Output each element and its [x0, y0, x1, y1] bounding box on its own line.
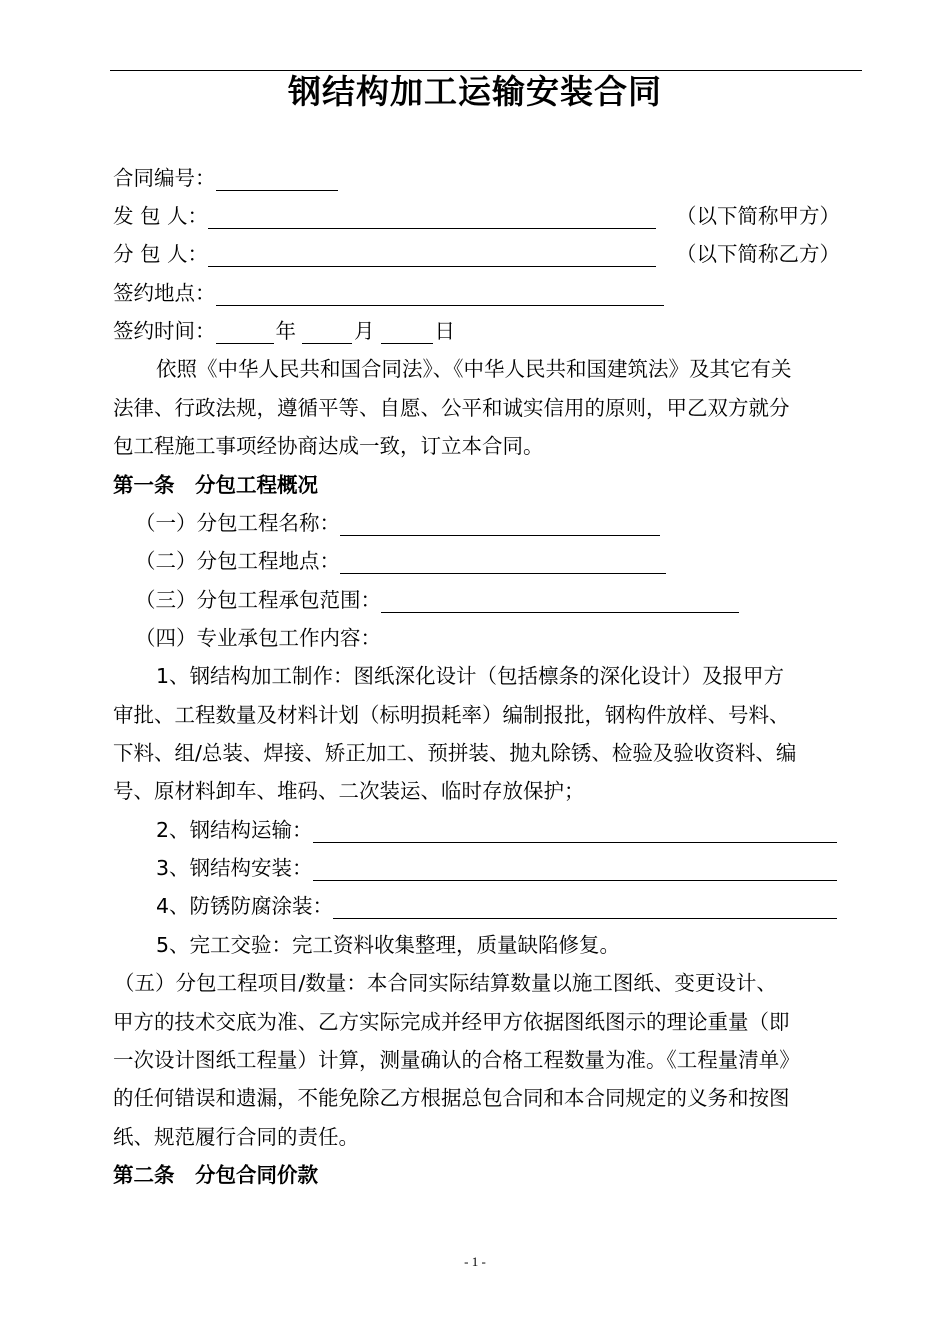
year-label: 年: [275, 319, 296, 343]
subcontractor-note: （以下简称乙方）: [676, 242, 840, 266]
contract-no-row: [113, 164, 338, 192]
item5-line-1: （五）分包工程项目/数量：本合同实际结算数量以施工图纸、变更设计、: [114, 971, 777, 995]
item5-line-3: 一次设计图纸工程量）计算，测量确认的合格工程数量为准。《工程量清单》: [113, 1048, 800, 1072]
work1-line-4: 号、原材料卸车、堆码、二次装运、临时存放保护；: [113, 779, 585, 803]
month-field[interactable]: [302, 317, 352, 344]
coating-field[interactable]: [333, 892, 837, 919]
preamble-line-2: 法律、行政法规，遵循平等、自愿、公平和诚实信用的原则，甲乙双方就分: [113, 396, 790, 420]
page-number: - 1 -: [464, 1254, 486, 1269]
preamble-line-3: 包工程施工事项经协商达成一致，订立本合同。: [113, 434, 544, 458]
sign-place-row: [113, 279, 664, 307]
item5-line-5: 纸、规范履行合同的责任。: [113, 1125, 359, 1149]
employer-label: 发 包 人：: [113, 204, 209, 228]
day-field[interactable]: [381, 317, 433, 344]
work5-line: 5、完工交验：完工资料收集整理，质量缺陷修复。: [156, 933, 621, 957]
document-title: 钢结构加工运输安装合同: [288, 72, 662, 111]
work3-label: 3、钢结构安装：: [156, 856, 313, 880]
item3-row: [135, 586, 739, 614]
work3-row: [156, 854, 837, 882]
item4-label: （四）专业承包工作内容：: [135, 626, 381, 650]
work4-label: 4、防锈防腐涂装：: [156, 894, 334, 918]
day-label: 日: [434, 319, 455, 343]
month-label: 月: [354, 319, 375, 343]
preamble-line-1: 依照《中华人民共和国合同法》、《中华人民共和国建筑法》及其它有关: [156, 357, 792, 381]
item5-line-2: 甲方的技术交底为准、乙方实际完成并经甲方依据图纸图示的理论重量（即: [113, 1010, 790, 1034]
article1-heading: 第一条 分包工程概况: [113, 473, 318, 497]
work4-row: [156, 892, 837, 920]
article2-heading: 第二条 分包合同价款: [113, 1163, 318, 1187]
item3-label: （三）分包工程承包范围：: [135, 588, 381, 612]
sign-place-label: 签约地点：: [113, 281, 216, 305]
transport-field[interactable]: [313, 816, 837, 843]
scope-field[interactable]: [381, 586, 739, 613]
project-location-field[interactable]: [340, 547, 666, 574]
year-field[interactable]: [216, 317, 274, 344]
item5-line-4: 的任何错误和遗漏，不能免除乙方根据总包合同和本合同规定的义务和按图: [113, 1086, 790, 1110]
contract-no-field[interactable]: [216, 164, 338, 191]
sign-time-label: 签约时间：: [113, 319, 216, 343]
subcontractor-field[interactable]: [208, 240, 656, 267]
subcontractor-row: [113, 240, 656, 268]
item2-row: [135, 547, 666, 575]
work1-line-3: 下料、组/总装、焊接、矫正加工、预拼装、抛丸除锈、检验及验收资料、编: [113, 741, 797, 765]
subcontractor-label: 分 包 人：: [113, 242, 209, 266]
employer-note: （以下简称甲方）: [676, 204, 840, 228]
work1-line-2: 审批、工程数量及材料计划（标明损耗率）编制报批，钢构件放样、号料、: [113, 703, 790, 727]
item1-label: （一）分包工程名称：: [135, 511, 340, 535]
item2-label: （二）分包工程地点：: [135, 549, 340, 573]
sign-place-field[interactable]: [216, 279, 664, 306]
work2-label: 2、钢结构运输：: [156, 818, 313, 842]
work2-row: [156, 816, 837, 844]
sign-time-row: [113, 317, 455, 345]
contract-no-label: 合同编号：: [113, 166, 216, 190]
work1-line-1: 1、钢结构加工制作：图纸深化设计（包括檩条的深化设计）及报甲方: [156, 664, 785, 688]
installation-field[interactable]: [313, 854, 837, 881]
employer-field[interactable]: [208, 202, 656, 229]
employer-row: [113, 202, 656, 230]
project-name-field[interactable]: [340, 509, 660, 536]
item1-row: [135, 509, 660, 537]
